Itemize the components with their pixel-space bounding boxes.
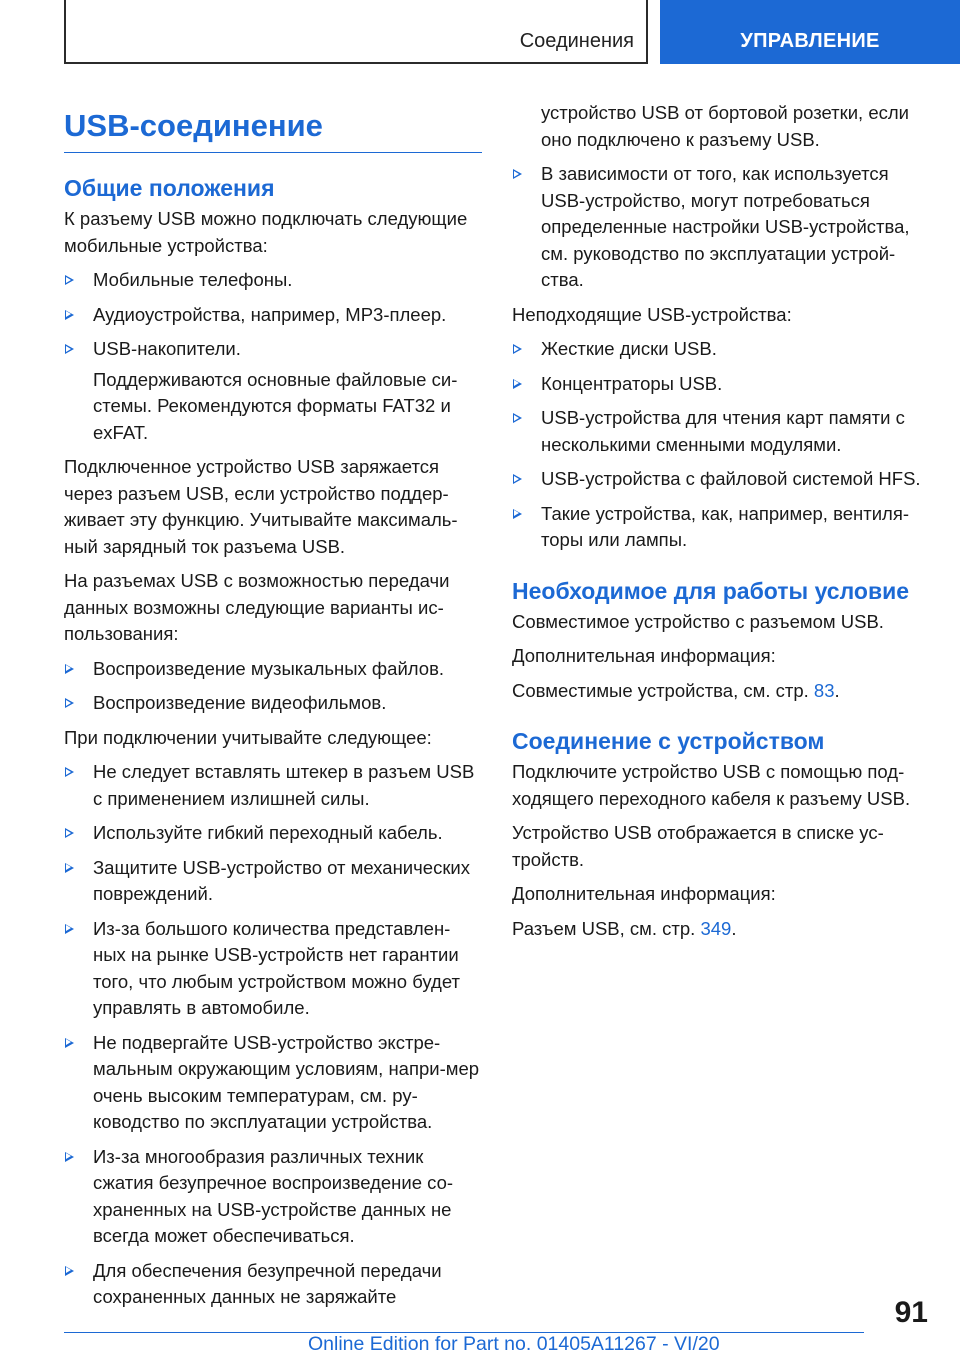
chapter-tab[interactable] xyxy=(660,0,960,64)
list-item: USB-устройства для чтения карт памяти с несколькими сменными модулями. xyxy=(512,405,928,458)
list-item: Из-за многообразия различных техник сжатия безупречное воспроизведение со-храненных на USB-устройстве данных не всегда может обеспечиваться. xyxy=(64,1144,482,1250)
requirement-reference: Совместимые устройства, см. стр. 83. xyxy=(512,679,840,701)
triangle-bullet-icon xyxy=(513,169,522,179)
requirement-more: Дополнительная информация: xyxy=(512,645,776,666)
triangle-bullet-icon xyxy=(513,344,522,354)
triangle-bullet-icon xyxy=(65,344,74,354)
list-item: Концентраторы USB. xyxy=(512,371,928,398)
list-item: В зависимости от того, как используется USB-устройство, могут потребоваться определенные настройки USB-устройства, см. руководство по эксплуатации устрой-ства. xyxy=(512,161,928,294)
footer-edition: Online Edition for Part no. 01405A11267 - VI/20 xyxy=(308,1333,720,1355)
page-link-349[interactable]: 349 xyxy=(700,917,732,939)
list-item: Для обеспечения безупречной передачи сохраненных данных не заряжайте xyxy=(64,1258,482,1311)
triangle-bullet-icon xyxy=(513,379,522,389)
use-list xyxy=(64,656,482,717)
chapter-title: УПРАВЛЕНИЕ xyxy=(740,30,880,52)
left-column xyxy=(64,100,482,1319)
page-number: 91 xyxy=(894,1296,928,1329)
transfer-text: На разъемах USB с возможностью передачи данных возможны следующие варианты ис-пользования: xyxy=(64,570,450,644)
list-item: Воспроизведение видеофильмов. xyxy=(64,690,482,717)
connection-more: Дополнительная информация: xyxy=(512,883,776,904)
list-item: Из-за большого количества представлен-ных на рынке USB-устройств нет гарантии того, что любым устройством можно будет управлять в автомобиле. xyxy=(64,916,482,1022)
connection-text: Подключите устройство USB с помощью под-ходящего переходного кабеля к разъему USB. xyxy=(512,761,911,809)
heading-requirement: Необходимое для работы условие xyxy=(512,577,910,604)
triangle-bullet-icon xyxy=(65,310,74,320)
unsuitable-list xyxy=(512,336,928,554)
list-item: Аудиоустройства, например, MP3-плеер. xyxy=(64,302,482,329)
continued-text: устройство USB от бортовой розетки, если оно подключено к разъему USB. xyxy=(541,102,909,150)
requirement-text: Совместимое устройство с разъемом USB. xyxy=(512,610,884,632)
right-column xyxy=(512,100,928,950)
heading-general: Общие положения xyxy=(64,175,275,201)
triangle-bullet-icon xyxy=(513,509,522,519)
list-item: Не следует вставлять штекер в разъем USB с применением излишней силы. xyxy=(64,759,482,812)
triangle-bullet-icon xyxy=(513,474,522,484)
triangle-bullet-icon xyxy=(65,1266,74,1276)
page-link-83[interactable]: 83 xyxy=(813,679,835,701)
notes-intro: При подключении учитывайте следующее: xyxy=(64,726,432,748)
unsuitable-intro: Неподходящие USB-устройства: xyxy=(512,303,792,325)
triangle-bullet-icon xyxy=(65,828,74,838)
list-item: Защитите USB-устройство от механических повреждений. xyxy=(64,855,482,908)
connection-list-text: Устройство USB отображается в списке ус-тройств. xyxy=(512,822,884,870)
triangle-bullet-icon xyxy=(513,413,522,423)
triangle-bullet-icon xyxy=(65,863,74,873)
heading-connection: Соединение с устройством xyxy=(512,728,825,754)
settings-list xyxy=(512,161,928,294)
list-item: Жесткие диски USB. xyxy=(512,336,928,363)
list-item: Мобильные телефоны. xyxy=(64,267,482,294)
triangle-bullet-icon xyxy=(65,1038,74,1048)
triangle-bullet-icon xyxy=(65,698,74,708)
connection-reference: Разъем USB, см. стр. 349. xyxy=(512,917,737,939)
list-item: Такие устройства, как, например, вентиля-торы или лампы. xyxy=(512,501,928,554)
list-item: Воспроизведение музыкальных файлов. xyxy=(64,656,482,683)
page-title: USB-соединение xyxy=(64,104,482,153)
triangle-bullet-icon xyxy=(65,664,74,674)
header-section-box xyxy=(64,0,648,64)
list-item: Не подвергайте USB-устройство экстре-мальным окружающим условиям, напри-мер очень высоким температурам, см. ру-ководство по эксплуатации устройства. xyxy=(64,1030,482,1136)
intro-text: К разъему USB можно подключать следующие мобильные устройства: xyxy=(64,208,468,256)
device-list xyxy=(64,267,482,363)
list-item: Используйте гибкий переходный кабель. xyxy=(64,820,482,847)
list-item: USB-накопители. xyxy=(64,336,482,363)
section-title: Соединения xyxy=(519,30,634,52)
notes-list xyxy=(64,759,482,1311)
triangle-bullet-icon xyxy=(65,767,74,777)
triangle-bullet-icon xyxy=(65,924,74,934)
triangle-bullet-icon xyxy=(65,1152,74,1162)
list-item: USB-устройства с файловой системой HFS. xyxy=(512,466,928,493)
charge-text: Подключенное устройство USB заряжается через разъем USB, если устройство поддер-живает эту функцию. Учитывайте максималь-ный зарядный ток разъема USB. xyxy=(64,456,458,557)
triangle-bullet-icon xyxy=(65,275,74,285)
filesystem-note: Поддерживаются основные файловые си-стемы. Рекомендуются форматы FAT32 и exFAT. xyxy=(93,368,458,443)
